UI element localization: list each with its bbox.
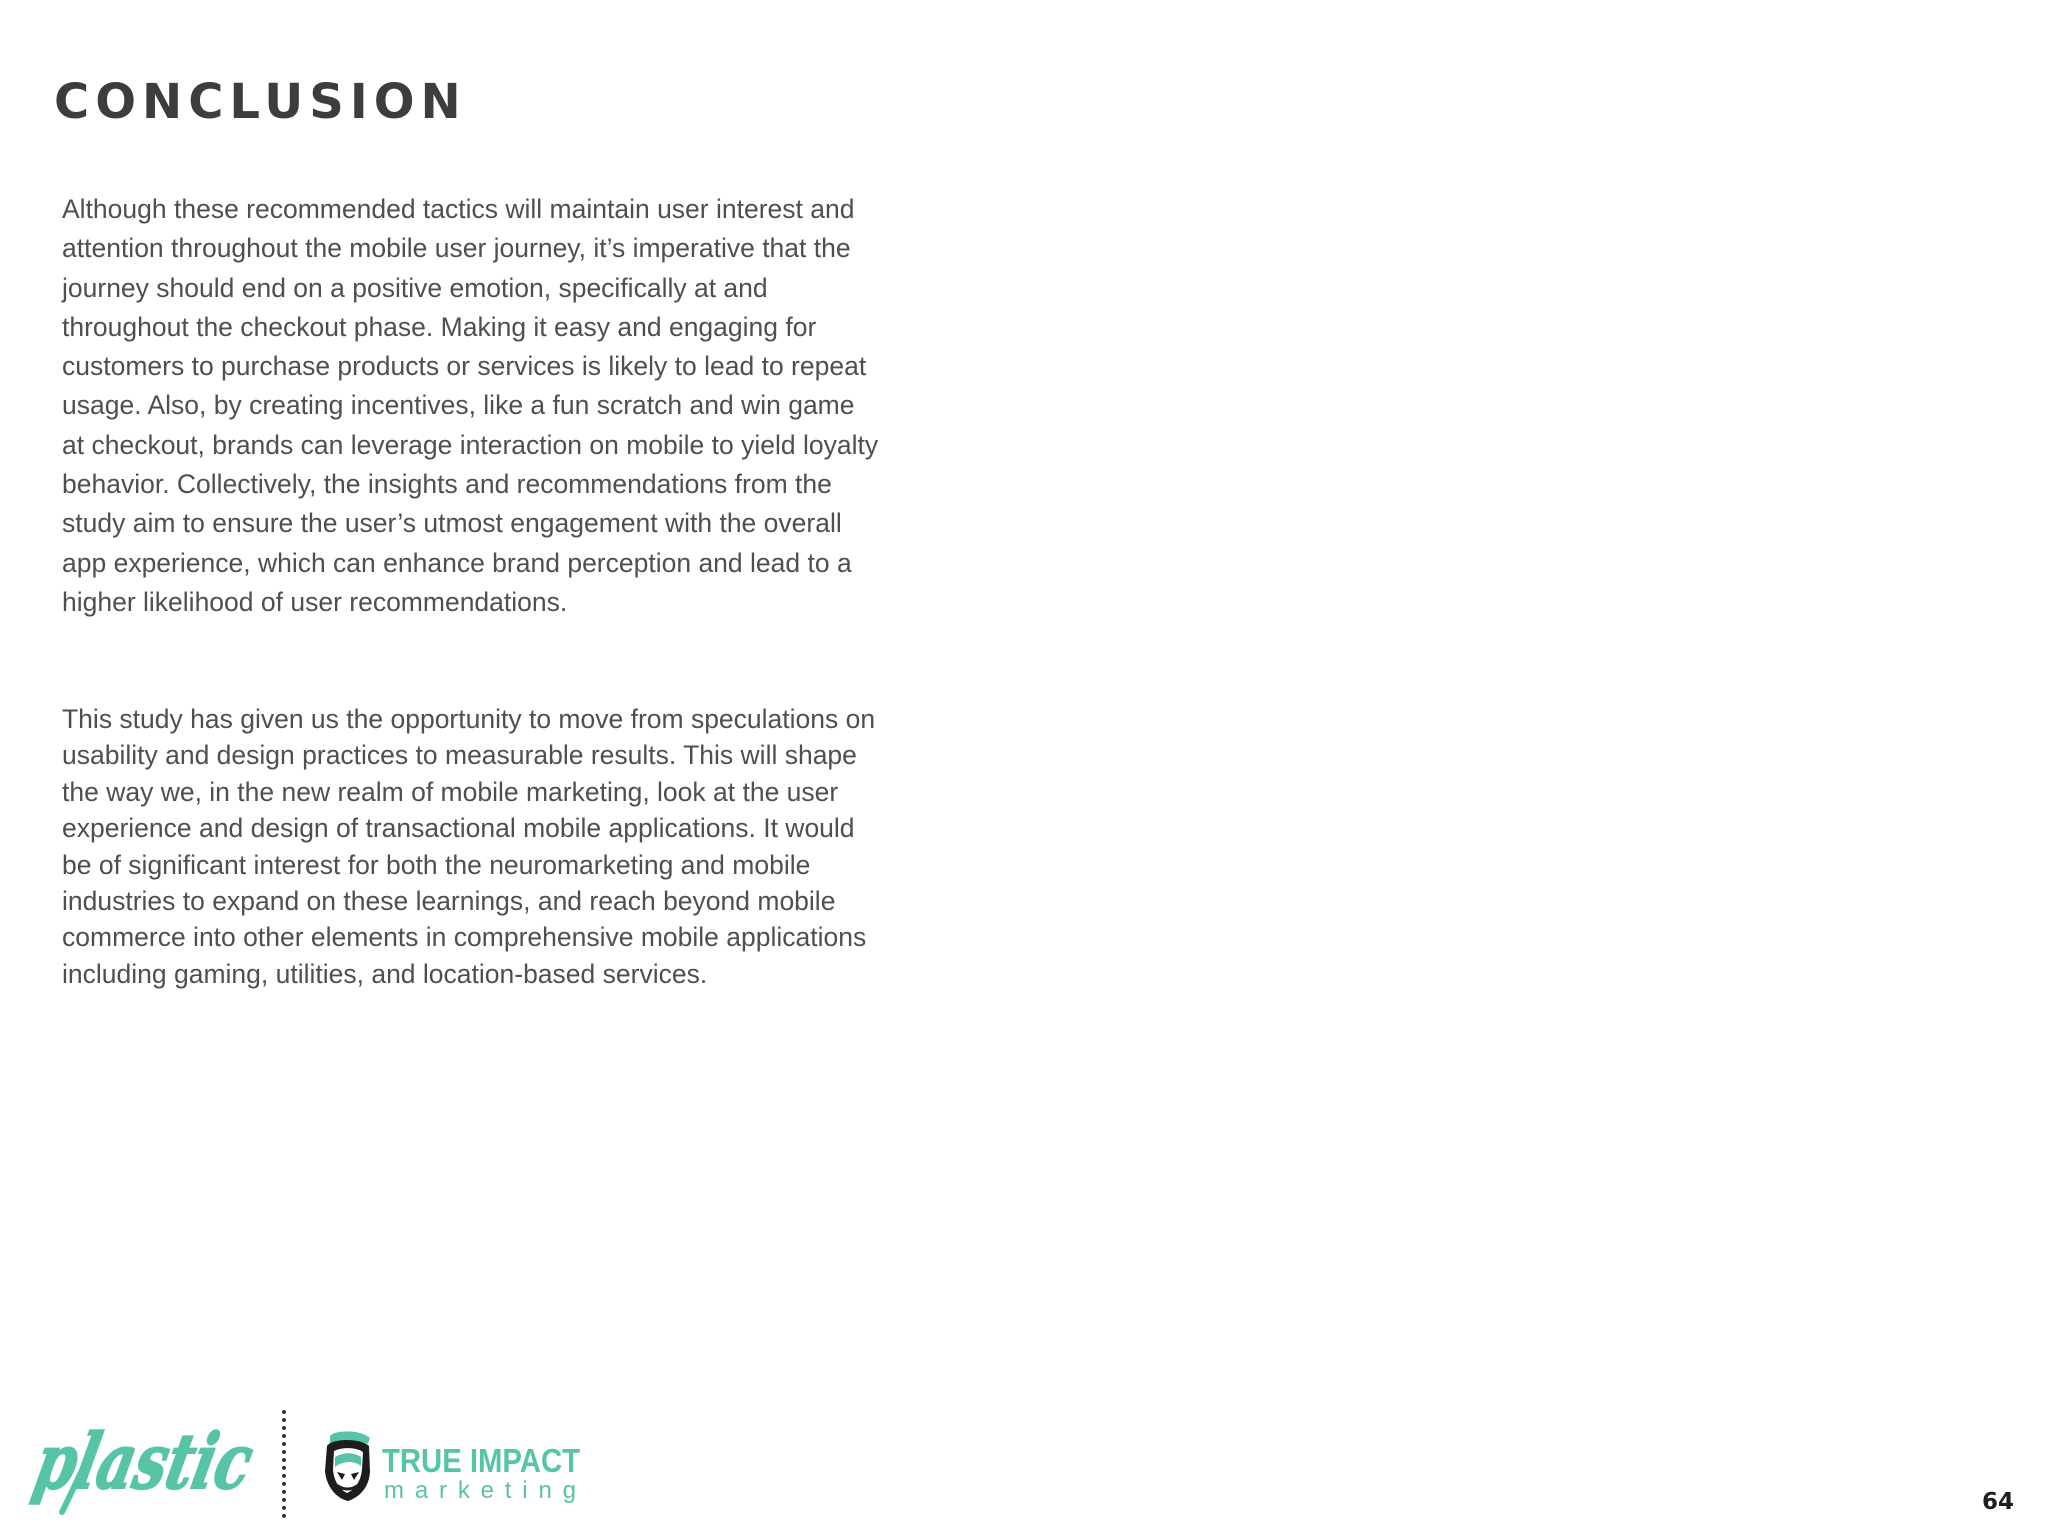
plastic-logo-text: plastic (27, 1417, 331, 1507)
true-impact-logo-text: TRUE IMPACT (382, 1442, 580, 1479)
plastic-logo (27, 1410, 331, 1520)
true-impact-head-icon (314, 1428, 374, 1504)
page-number: 64 (1981, 1489, 2014, 1515)
paragraph-2: This study has given us the opportunity to move from speculations on usability and design practices to measurable results. This will shape the way we, in the new realm of mobile marketing, look at the user experience and design of transactional mobile applications. It would be of significant interest for both the neuromarketing and mobile industries to expand on these learnings, and reach beyond mobile commerce into other elements in comprehensive mobile applications including gaming, utilities, and location-based services. (62, 704, 876, 989)
logo-divider (282, 1410, 286, 1518)
paragraph-1: Although these recommended tactics will maintain user interest and attention throughout the mobile user journey, it’s imperative that the journey should end on a positive emotion, specifically at and throughout the checkout phase. Making it easy and engaging for customers to purchase products or services is likely to lead to repeat usage. Also, by creating incentives, like a fun scratch and win game at checkout, brands can leverage interaction on mobile to yield loyalty behavior. Collectively, the insights and recommendations from the study aim to ensure the user’s utmost engagement with the overall app experience, which can enhance brand perception and lead to a higher likelihood of user recommendations. (62, 194, 879, 617)
marketing-logo-text: marketing (384, 1477, 576, 1504)
page-title: CONCLUSION (54, 74, 467, 130)
footer-logos (27, 1400, 606, 1526)
true-impact-marketing-logo (382, 1444, 632, 1514)
